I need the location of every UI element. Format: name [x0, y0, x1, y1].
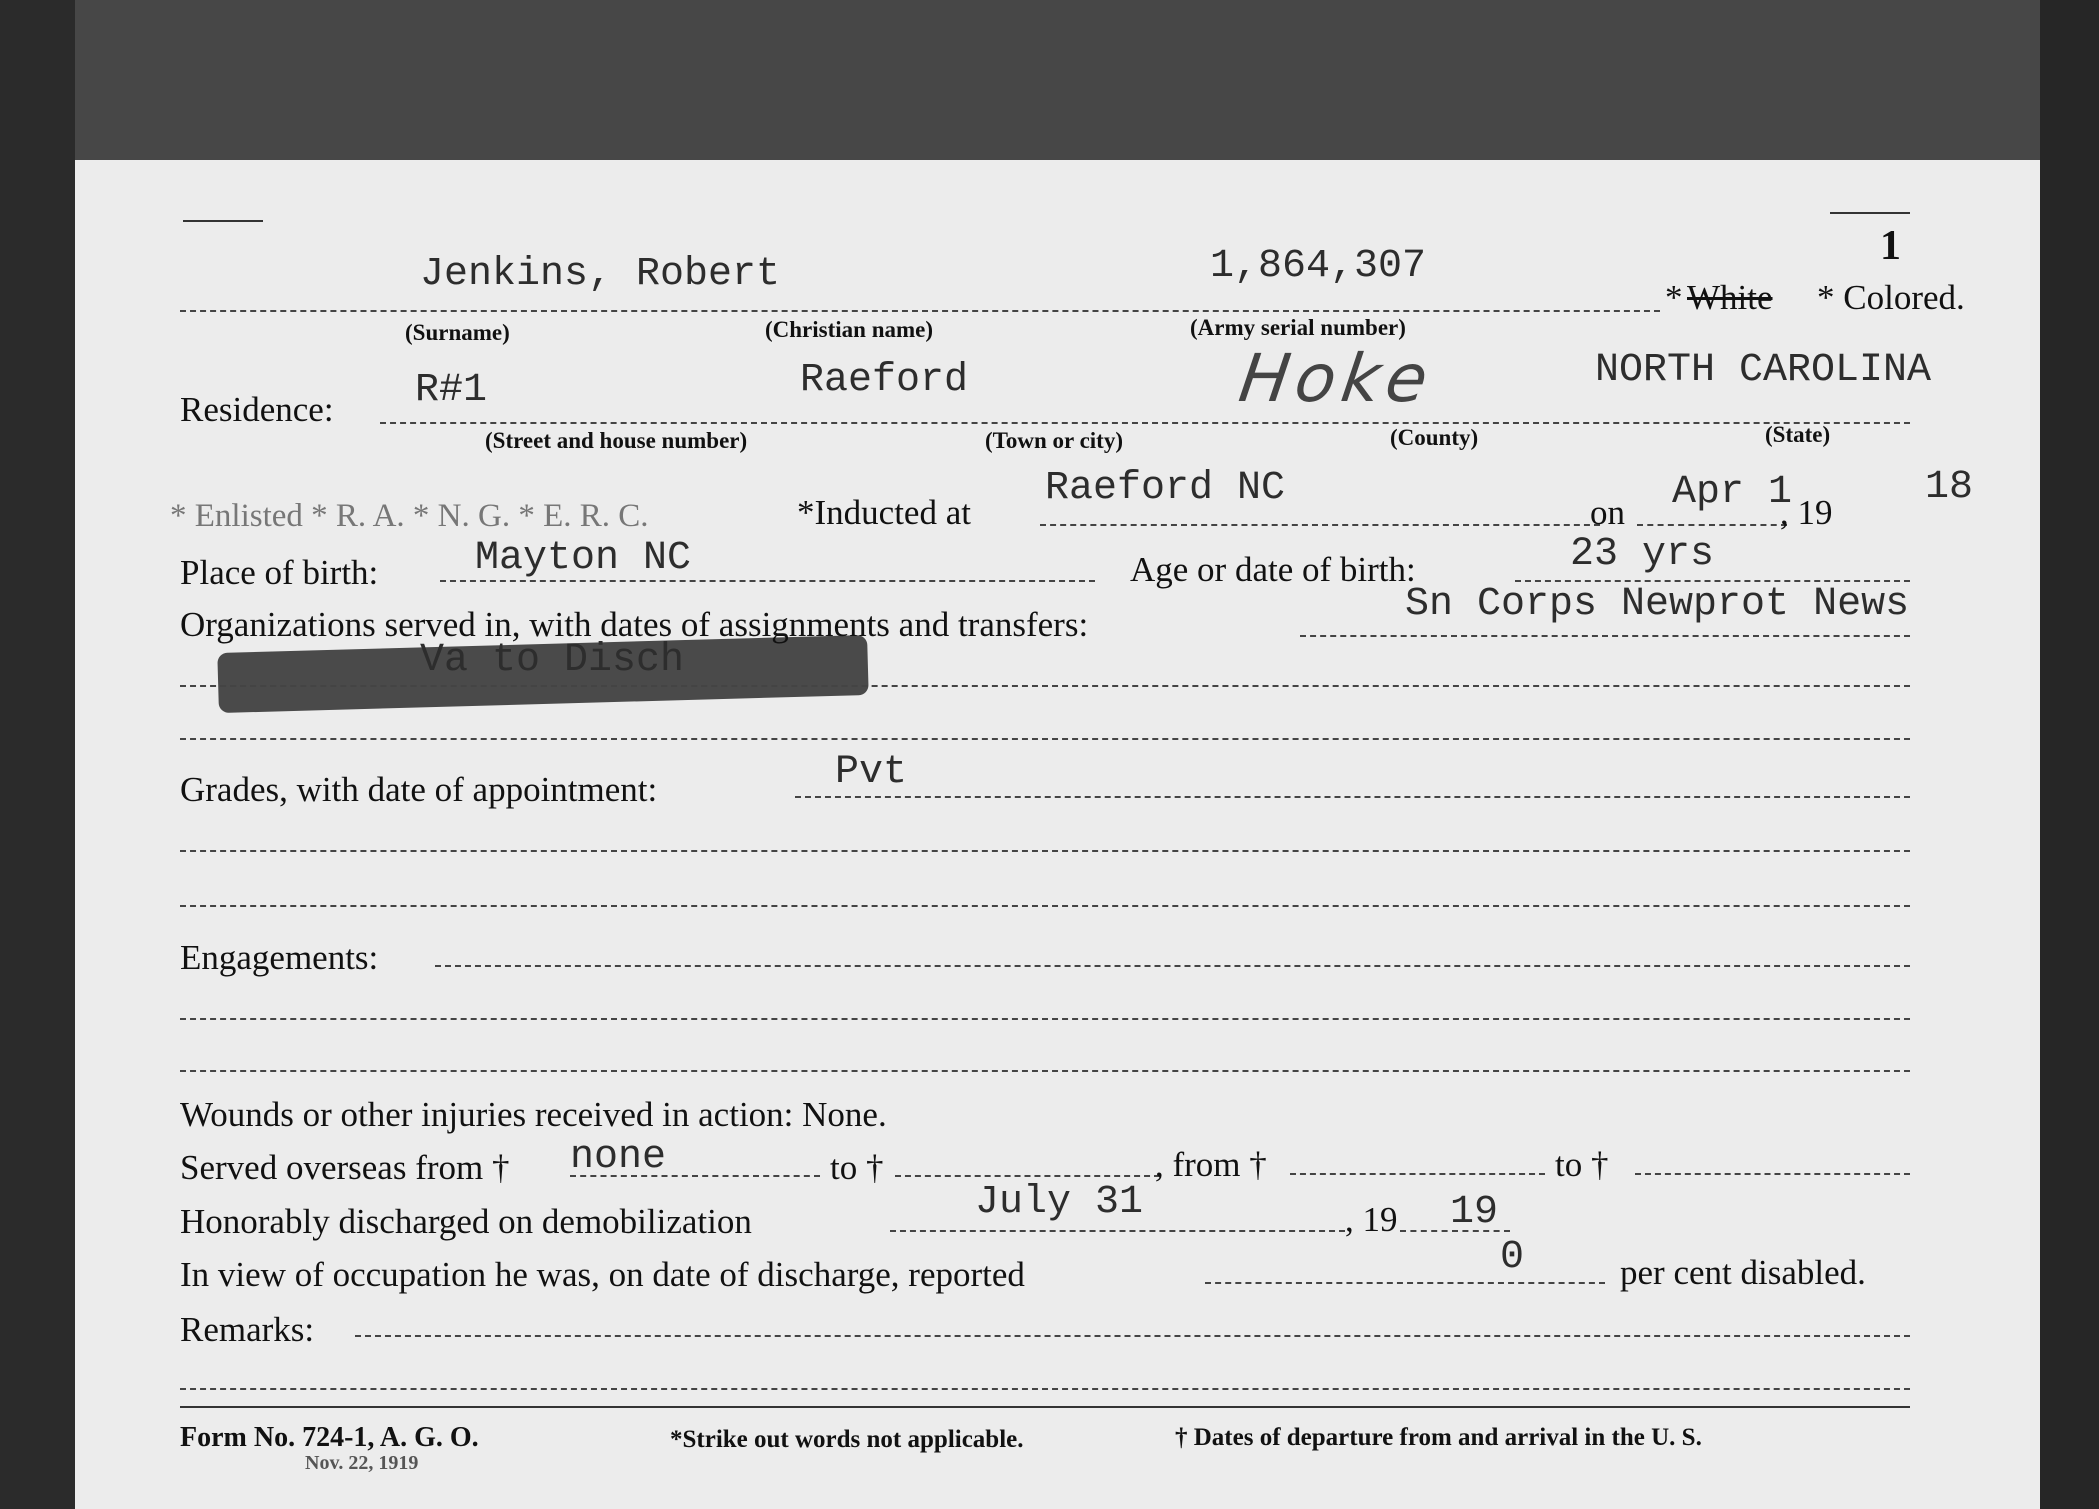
- serial-value: 1,864,307: [1210, 244, 1427, 289]
- race-colored: * Colored.: [1817, 278, 1965, 317]
- remarks-line-1: [355, 1335, 1910, 1337]
- caption-state: (State): [1765, 422, 1831, 447]
- engagements-line-2: [180, 1018, 1910, 1020]
- organizations-value-2: Va to Disch: [420, 638, 685, 683]
- organizations-line-2: [180, 685, 1910, 687]
- overseas-to2-line: [1635, 1173, 1910, 1175]
- birthplace-line: [440, 580, 1095, 582]
- discharge-line: [890, 1230, 1345, 1232]
- overseas-from2-line: [1290, 1173, 1545, 1175]
- top-left-rule: [183, 220, 263, 222]
- birthplace-value: Mayton NC: [475, 536, 692, 581]
- race-white: White: [1687, 278, 1773, 317]
- residence-county-handwritten: Hoke: [1234, 340, 1439, 417]
- discharge-date: July 31: [975, 1180, 1144, 1225]
- service-record-card: [75, 160, 2040, 1509]
- background-left: [0, 0, 75, 1509]
- inducted-at-line: [1040, 524, 1600, 526]
- discharge-year-prefix: , 19: [1345, 1200, 1398, 1239]
- organizations-label: Organizations served in, with dates of assignments and transfers:: [180, 605, 1089, 644]
- caption-town: (Town or city): [985, 428, 1123, 453]
- dates-note: † Dates of departure from and arrival in the U. S.: [1175, 1424, 1702, 1451]
- race-prefix: *: [1665, 278, 1683, 317]
- form-date: Nov. 22, 1919: [305, 1452, 419, 1474]
- on-label: on: [1590, 493, 1625, 532]
- grades-label: Grades, with date of appointment:: [180, 770, 658, 809]
- inducted-at-place: Raeford NC: [1045, 466, 1286, 511]
- induction-date-line: [1637, 524, 1787, 526]
- engagements-line-3: [180, 1070, 1910, 1072]
- form-number: Form No. 724-1, A. G. O.: [180, 1422, 479, 1453]
- residence-state: NORTH CAROLINA: [1595, 348, 1932, 393]
- disability-suffix: per cent disabled.: [1620, 1253, 1866, 1292]
- discharge-year: 19: [1450, 1190, 1499, 1235]
- engagements-label: Engagements:: [180, 938, 379, 977]
- residence-town: Raeford: [800, 358, 969, 403]
- organizations-line-3: [180, 738, 1910, 740]
- caption-county: (County): [1390, 425, 1479, 450]
- age-label: Age or date of birth:: [1130, 550, 1416, 589]
- name-value: Jenkins, Robert: [420, 252, 781, 297]
- overseas-label: Served overseas from †: [180, 1148, 510, 1187]
- induction-year: 18: [1925, 465, 1974, 510]
- overseas-to2-label: to †: [1555, 1145, 1609, 1184]
- name-line: [180, 310, 1660, 312]
- remarks-label: Remarks:: [180, 1310, 315, 1349]
- organizations-value-1: Sn Corps Newprot News: [1405, 582, 1910, 627]
- grades-line-1: [795, 796, 1910, 798]
- induction-date: Apr 1: [1672, 470, 1793, 515]
- overseas-from-value: none: [570, 1135, 667, 1180]
- residence-street: R#1: [415, 368, 488, 413]
- grades-line-3: [180, 905, 1910, 907]
- background-right: [2040, 0, 2099, 1509]
- overseas-to-line: [895, 1175, 1160, 1177]
- caption-christian: (Christian name): [765, 317, 934, 342]
- organizations-line-1: [1300, 635, 1910, 637]
- caption-street: (Street and house number): [485, 428, 748, 453]
- discharge-year-line: [1400, 1230, 1510, 1232]
- wounds-label: Wounds or other injuries received in action: None.: [180, 1095, 887, 1134]
- inducted-at-label: *Inducted at: [797, 493, 971, 532]
- remarks-line-2: [180, 1388, 1910, 1390]
- footer-rule: [180, 1406, 1910, 1408]
- residence-line: [380, 422, 1910, 424]
- engagements-line-1: [435, 965, 1910, 967]
- residence-label: Residence:: [180, 390, 334, 429]
- card-number: 1: [1880, 223, 1901, 269]
- disability-label: In view of occupation he was, on date of discharge, reported: [180, 1255, 1025, 1294]
- birthplace-label: Place of birth:: [180, 553, 379, 592]
- top-right-rule: [1830, 212, 1910, 214]
- overseas-from-line: [570, 1175, 820, 1177]
- struck-enlistment-text: * Enlisted * R. A. * N. G. * E. R. C.: [170, 498, 649, 534]
- disability-value: 0: [1500, 1235, 1525, 1280]
- caption-surname: (Surname): [405, 320, 510, 345]
- grades-value: Pvt: [835, 750, 908, 795]
- caption-serial: (Army serial number): [1190, 315, 1406, 340]
- discharge-label: Honorably discharged on demobilization: [180, 1202, 752, 1241]
- age-value: 23 yrs: [1570, 532, 1715, 577]
- grades-line-2: [180, 850, 1910, 852]
- strike-note: *Strike out words not applicable.: [670, 1426, 1024, 1453]
- background-top: [0, 0, 2099, 165]
- overseas-to-label: to †: [830, 1148, 884, 1187]
- overseas-from2-label: , from †: [1155, 1145, 1267, 1184]
- induction-year-prefix: , 19: [1780, 493, 1833, 532]
- disability-line: [1205, 1282, 1605, 1284]
